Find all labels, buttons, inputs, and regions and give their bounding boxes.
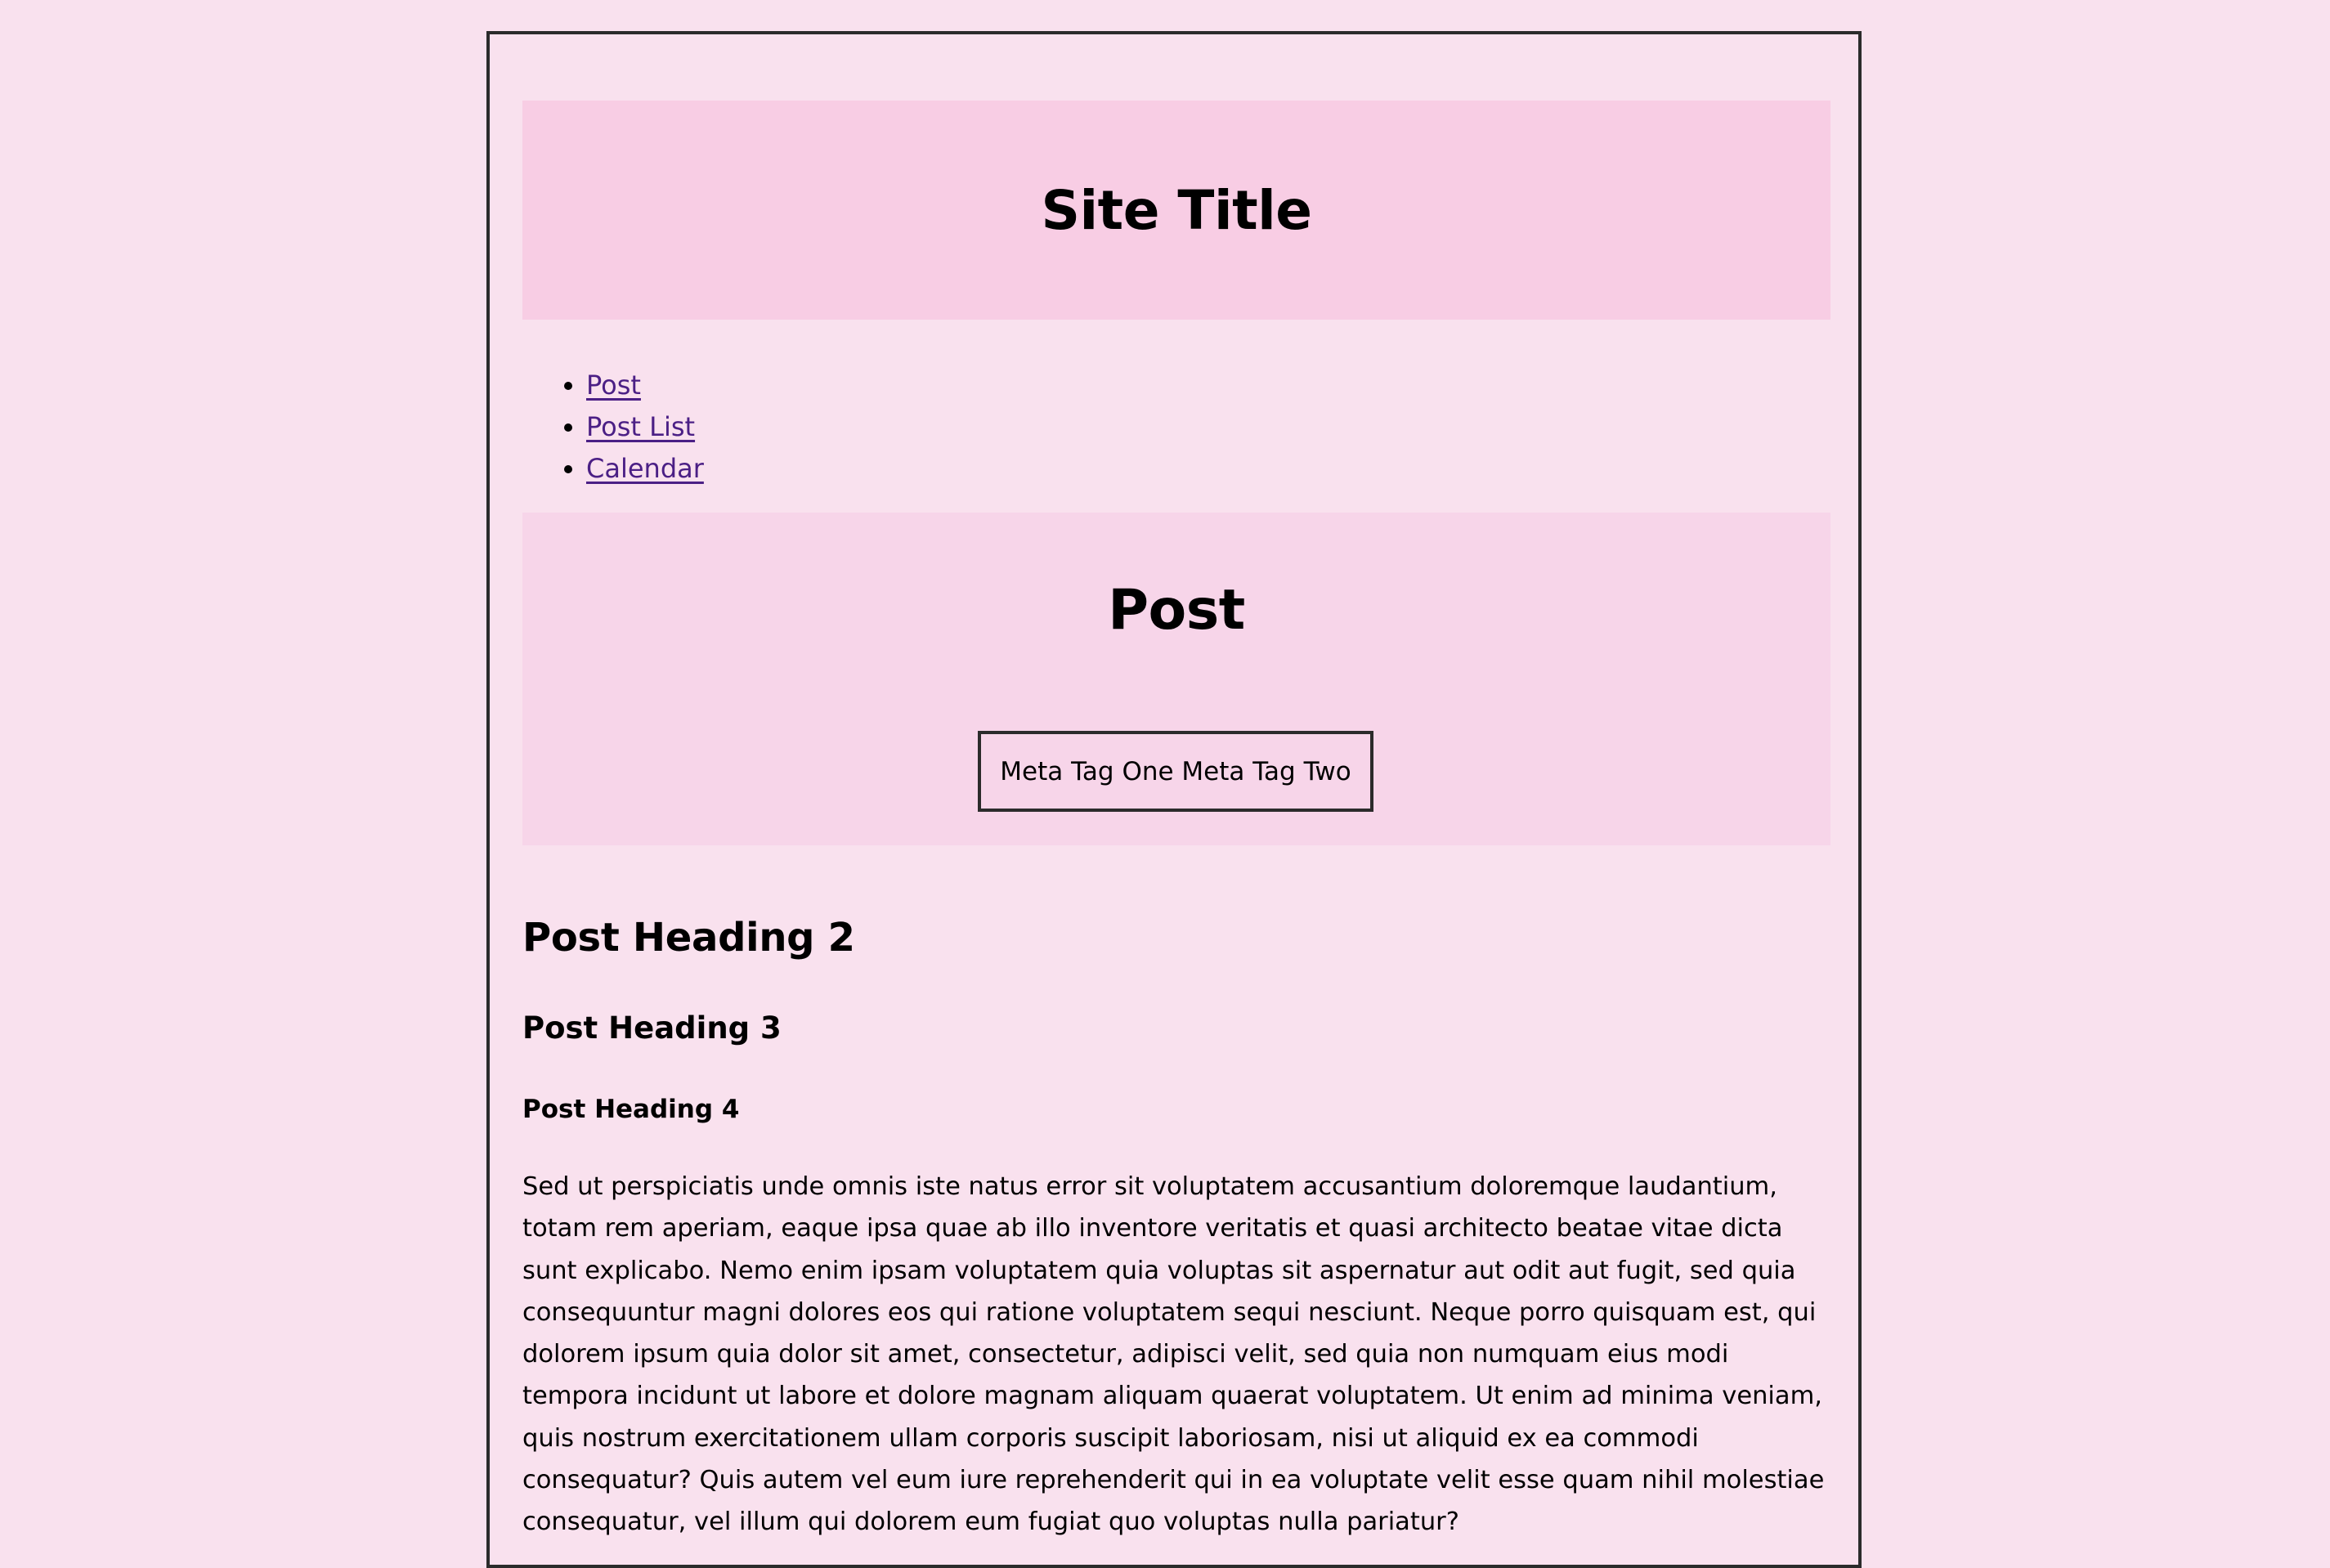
post-title: Post xyxy=(1108,578,1245,643)
nav-link-calendar[interactable]: Calendar xyxy=(586,453,704,484)
post-heading-2: Post Heading 2 xyxy=(522,915,855,961)
nav-link-post[interactable]: Post xyxy=(586,370,641,401)
nav-item-post xyxy=(586,365,704,406)
post-header xyxy=(522,513,1830,845)
page-container xyxy=(486,31,1862,1568)
post-heading-3: Post Heading 3 xyxy=(522,1010,782,1046)
nav-item-post-list xyxy=(586,406,704,448)
site-title: Site Title xyxy=(1041,178,1312,242)
nav-item-calendar xyxy=(586,448,704,490)
main-nav xyxy=(522,365,704,490)
post-heading-4: Post Heading 4 xyxy=(522,1095,740,1124)
post-meta-tags: Meta Tag One Meta Tag Two xyxy=(978,731,1373,812)
site-header xyxy=(522,101,1830,320)
post-paragraph: Sed ut perspiciatis unde omnis iste natus error sit voluptatem accusantium doloremque laudantium, totam rem aperiam, eaque ipsa quae ab illo inventore veritatis et quasi architecto beatae vitae dicta sunt explicabo. Nemo enim ipsam voluptatem quia voluptas sit aspernatur aut odit aut fugit, sed quia consequuntur magni dolores eos qui ratione voluptatem sequi nesciunt. Neque porro quisquam est, qui dolorem ipsum quia dolor sit amet, consectetur, adipisci velit, sed quia non numquam eius modi tempora incidunt ut labore et dolore magnam aliquam quaerat voluptatem. Ut enim ad minima veniam, quis nostrum exercitationem ullam corporis suscipit laboriosam, nisi ut aliquid ex ea commodi consequatur? Quis autem vel eum iure reprehenderit qui in ea voluptate velit esse quam nihil molestiae consequatur, vel illum qui dolorem eum fugiat quo voluptas nulla pariatur? xyxy=(522,1172,1825,1537)
nav-link-post-list[interactable]: Post List xyxy=(586,411,696,442)
